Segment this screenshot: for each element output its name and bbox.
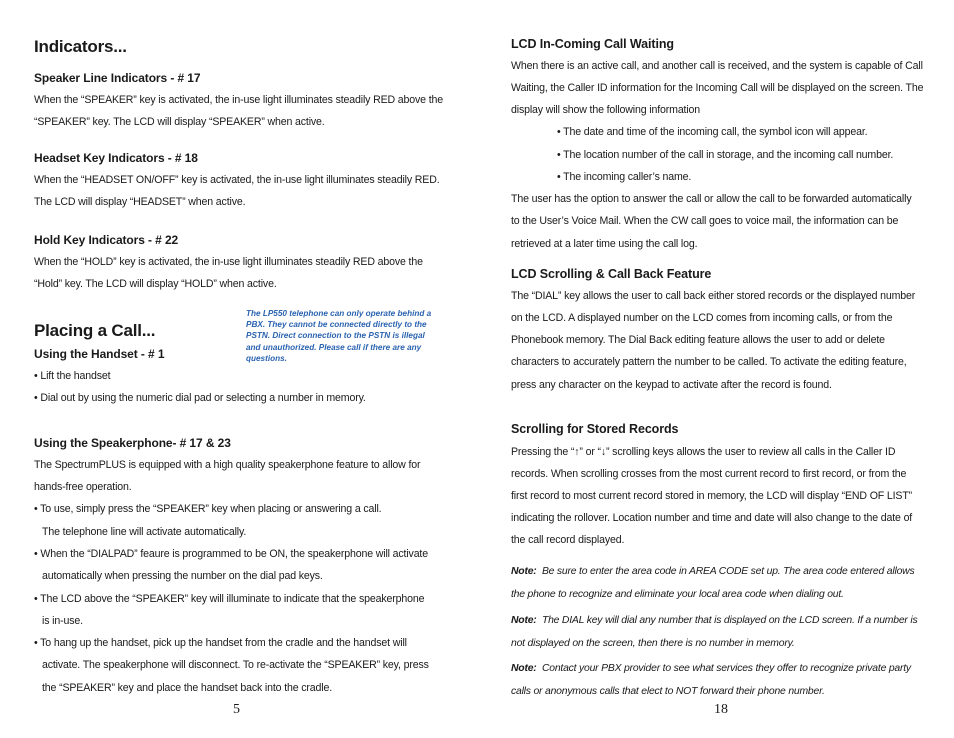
note-text: calls or anonymous calls that elect to NOT forward their phone number. <box>511 686 825 697</box>
note-text: not displayed on the screen, then there is no number in memory. <box>511 638 795 649</box>
callout-line: The LP550 telephone can only operate behind a <box>246 309 432 318</box>
speaker-line-text-2: “SPEAKER” key. The LCD will display “SPEAKER” when active. <box>34 116 325 128</box>
hold-text-2: “Hold” key. The LCD will display “HOLD” when active. <box>34 278 277 290</box>
speakerphone-line: hands-free operation. <box>34 481 132 493</box>
hold-text-1: When the “HOLD” key is activated, the in-use light illuminates steadily RED above the <box>34 256 423 268</box>
callout-line: questions. <box>246 353 287 363</box>
headset-text-2: The LCD will display “HEADSET” when active. <box>34 196 246 208</box>
note-pbx-provider <box>511 663 911 674</box>
scrolling-heading: Scrolling for Stored Records <box>511 422 679 436</box>
note-text: Contact your PBX provider to see what services they offer to recognize private party <box>541 663 911 674</box>
call-back-heading: LCD Scrolling & Call Back Feature <box>511 267 712 281</box>
call-back-line: characters to accurately pattern the number to be called. To activate the editing feature, <box>511 356 907 368</box>
pbx-callout <box>246 308 436 364</box>
call-waiting-bullet: • The location number of the call in storage, and the incoming call number. <box>557 149 894 161</box>
speaker-line-heading: Speaker Line Indicators - # 17 <box>34 71 201 85</box>
headset-text-1: When the “HEADSET ON/OFF” key is activated, the in-use light illuminates steadily RED. <box>34 174 440 186</box>
note-text: The DIAL key will dial any number that is displayed on the LCD screen. If a number is <box>541 615 918 626</box>
speakerphone-line: • To hang up the handset, pick up the handset from the cradle and the handset will <box>34 637 407 649</box>
note-text: Be sure to enter the area code in AREA CODE set up. The area code entered allows <box>541 566 915 577</box>
call-waiting-line: Waiting, the Caller ID information for the Incoming Call will be displayed on the screen. The <box>511 82 924 94</box>
page-number-right: 18 <box>714 702 728 717</box>
call-waiting-line: The user has the option to answer the call or allow the call to be forwarded automatically <box>511 193 912 205</box>
speakerphone-line: • The LCD above the “SPEAKER” key will illuminate to indicate that the speakerphone <box>34 593 425 605</box>
call-waiting-line: display will show the following information <box>511 104 701 116</box>
speakerphone-line: the “SPEAKER” key and place the handset back into the cradle. <box>42 682 333 694</box>
right-page <box>477 0 954 738</box>
call-back-line: Phonebook memory. The Dial Back editing feature allows the user to add or delete <box>511 334 885 346</box>
call-back-line: on the LCD. A displayed number on the LCD comes from incoming calls, or from the <box>511 312 893 324</box>
note-dial-key <box>511 615 917 626</box>
headset-heading: Headset Key Indicators - # 18 <box>34 151 198 165</box>
speakerphone-line: is in-use. <box>42 615 83 627</box>
call-waiting-heading: LCD In-Coming Call Waiting <box>511 37 674 51</box>
call-waiting-bullet: • The date and time of the incoming call, the symbol icon will appear. <box>557 126 868 138</box>
call-waiting-line: retrieved at a later time using the call log. <box>511 238 698 250</box>
callout-line: and unauthorized. Please call if there are any <box>246 342 422 352</box>
speakerphone-line: The SpectrumPLUS is equipped with a high quality speakerphone feature to allow for <box>34 459 421 471</box>
handset-line-2: • Dial out by using the numeric dial pad or selecting a number in memory. <box>34 392 366 404</box>
hold-heading: Hold Key Indicators - # 22 <box>34 233 179 247</box>
note-label: Note: <box>511 566 537 577</box>
callout-line: PSTN. Direct connection to the PSTN is illegal <box>246 331 425 341</box>
speakerphone-line: The telephone line will activate automatically. <box>42 526 247 538</box>
scrolling-line: the call record displayed. <box>511 534 625 546</box>
note-label: Note: <box>511 615 537 626</box>
call-back-line: press any character on the keypad to activate after the record is found. <box>511 379 832 391</box>
note-area-code <box>511 566 914 577</box>
scrolling-line: records. When scrolling crosses from the most current record to first record, or from the <box>511 468 907 480</box>
note-text: the phone to recognize and eliminate your local area code when dialing out. <box>511 589 844 600</box>
page-number-left: 5 <box>233 702 240 717</box>
scrolling-line: first record to most current record stored in memory, the LCD will display “END OF LIST” <box>511 490 913 502</box>
speakerphone-line: • When the “DIALPAD” feaure is programmed to be ON, the speakerphone will activate <box>34 548 428 560</box>
call-waiting-bullet: • The incoming caller’s name. <box>557 171 692 183</box>
callout-line: PBX. They cannot be connected directly to the <box>246 320 427 330</box>
speakerphone-line: • To use, simply press the “SPEAKER” key when placing or answering a call. <box>34 503 382 515</box>
speaker-line-text-1: When the “SPEAKER” key is activated, the in-use light illuminates steadily RED above the <box>34 94 443 106</box>
speakerphone-line: activate. The speakerphone will disconnect. To re-activate the “SPEAKER” key, press <box>42 659 429 671</box>
speakerphone-line: automatically when pressing the number on the dial pad keys. <box>42 570 323 582</box>
note-label: Note: <box>511 663 537 674</box>
handset-heading: Using the Handset - # 1 <box>34 347 165 361</box>
handset-line-1: • Lift the handset <box>34 370 111 382</box>
call-waiting-line: When there is an active call, and another call is received, and the system is capable of Call <box>511 60 923 72</box>
scrolling-line: indicating the rollover. Location number and time and date will also change to the date of <box>511 512 913 524</box>
scrolling-line: Pressing the “↑” or “↓” scrolling keys allows the user to review all calls in the Caller ID <box>511 446 896 458</box>
call-back-line: The “DIAL” key allows the user to call back either stored records or the displayed number <box>511 290 916 302</box>
indicators-title: Indicators... <box>34 37 127 56</box>
call-waiting-line: to the User’s Voice Mail. When the CW call goes to voice mail, the information can be <box>511 215 899 227</box>
speakerphone-heading: Using the Speakerphone- # 17 & 23 <box>34 436 231 450</box>
placing-call-title: Placing a Call... <box>34 321 156 340</box>
